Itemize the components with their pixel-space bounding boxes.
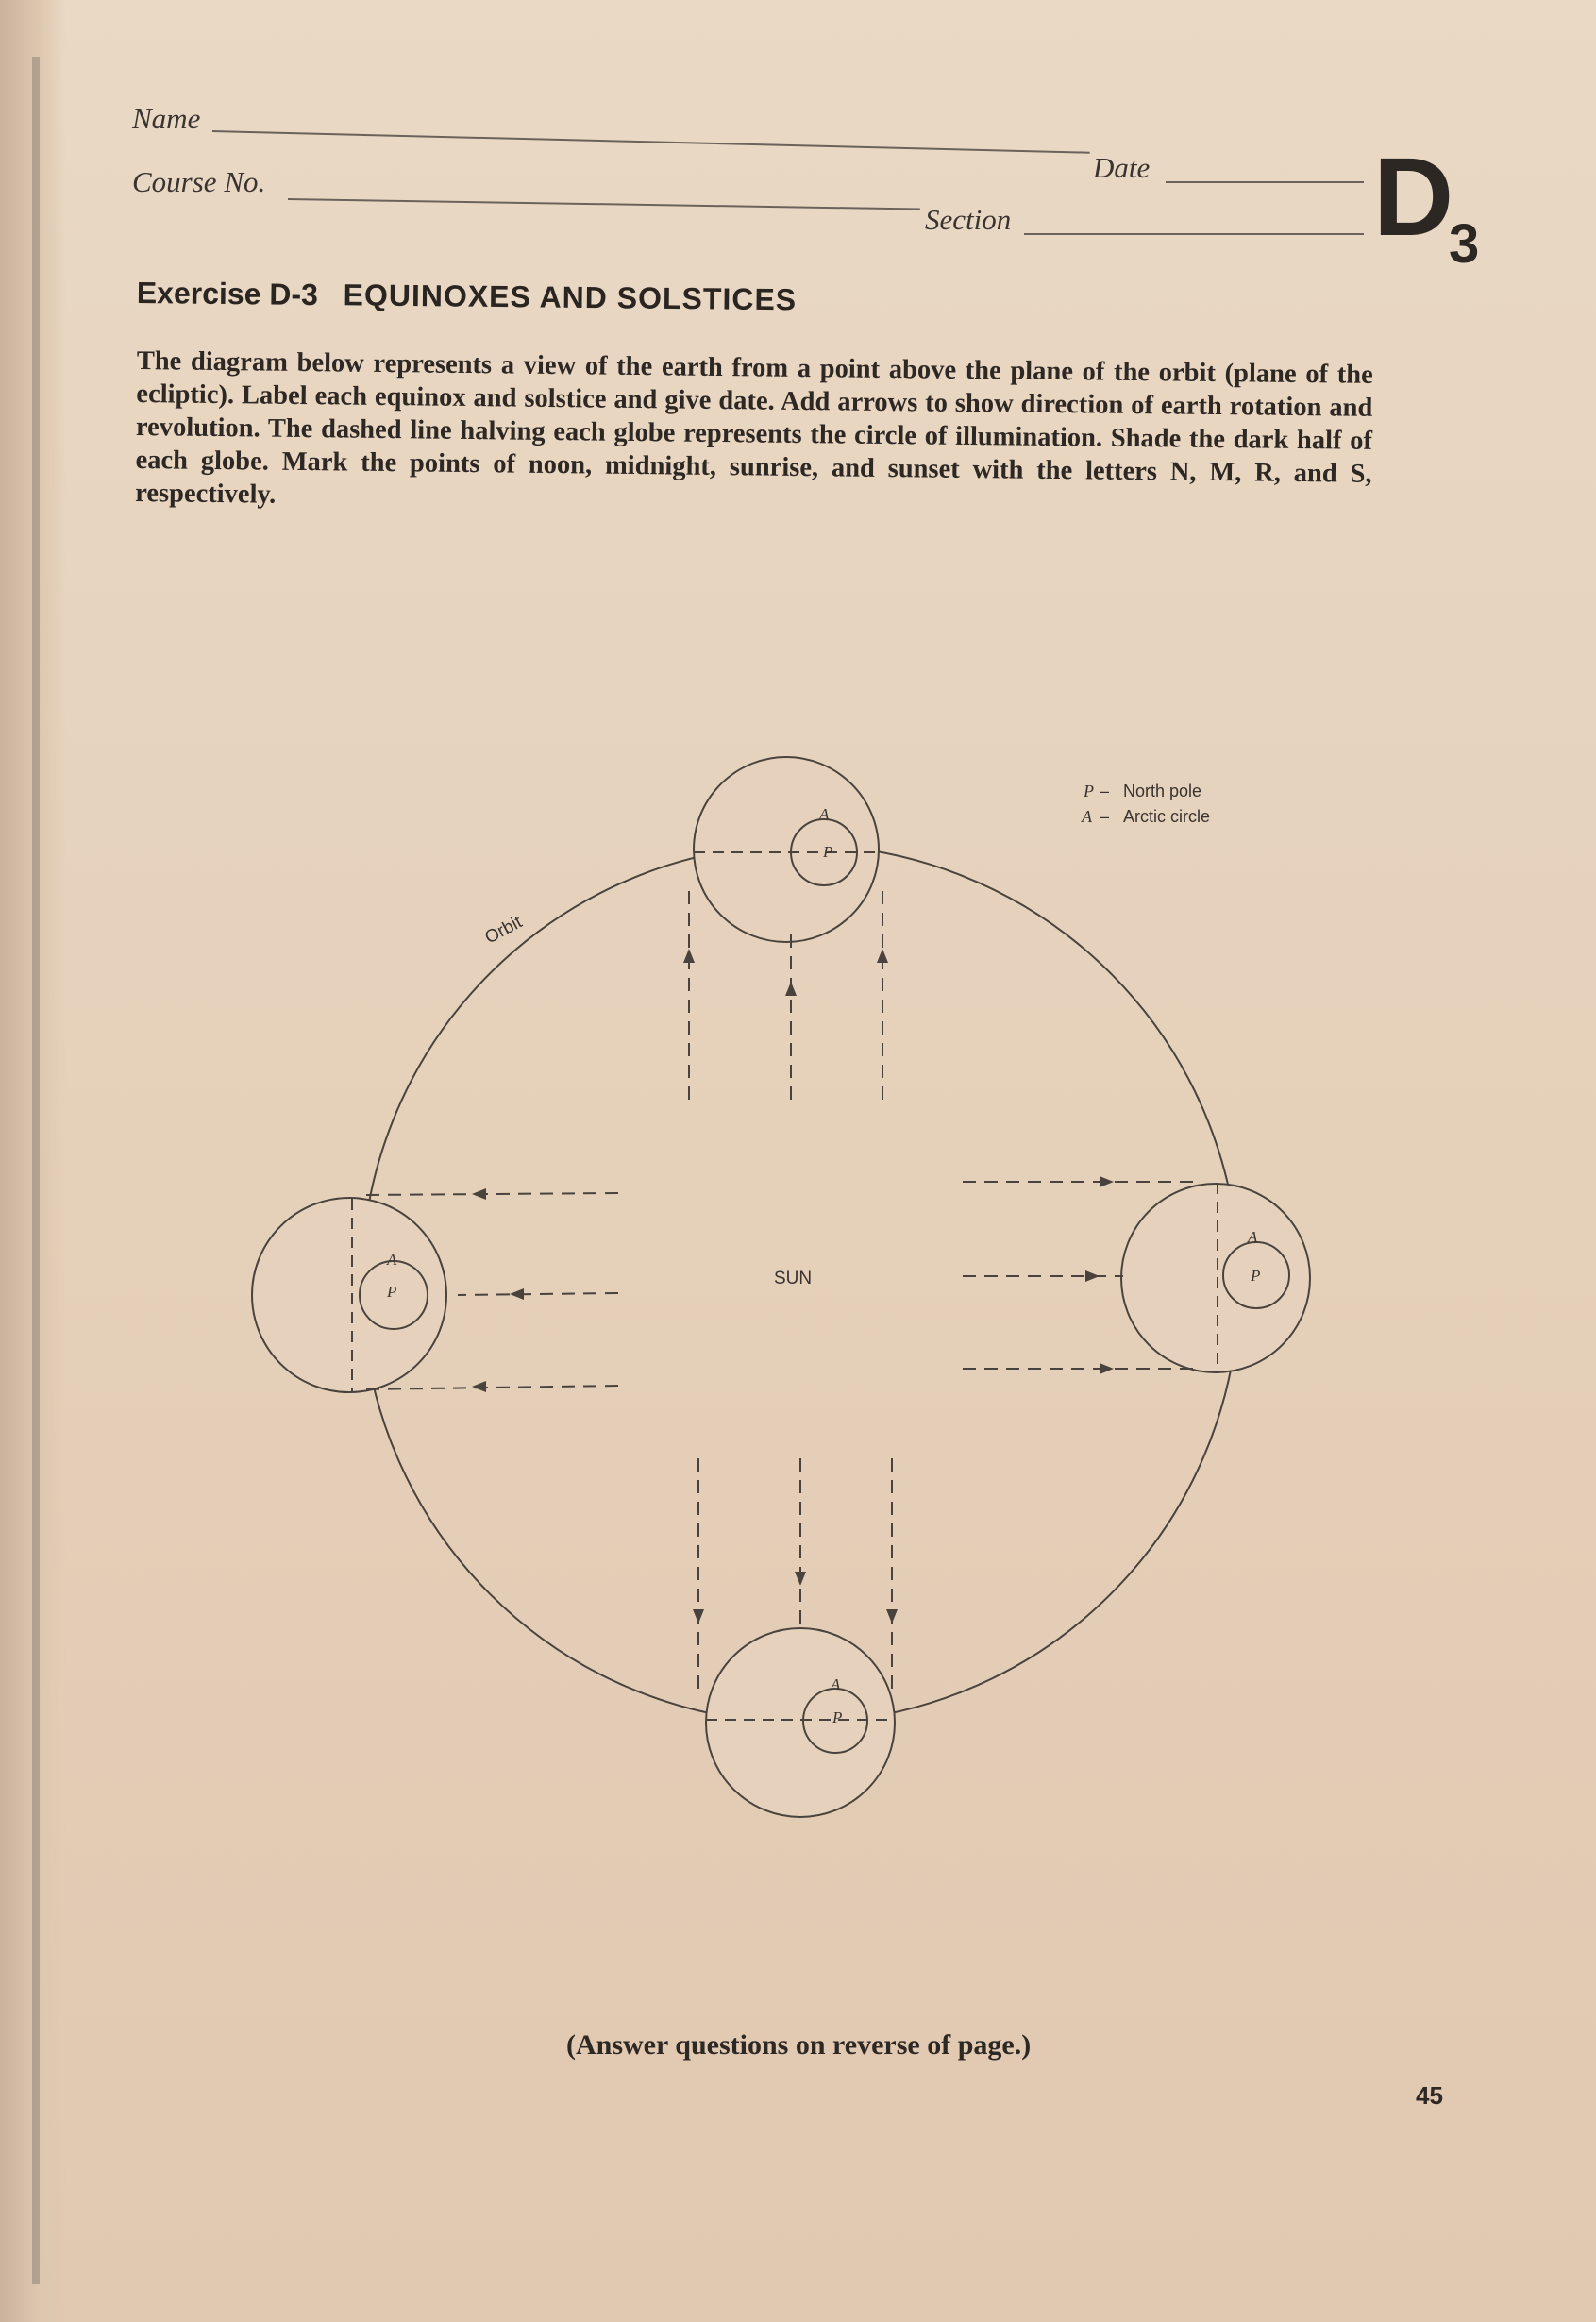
globe-bottom-arctic-letter: A [831, 1675, 841, 1693]
globe-top [694, 757, 879, 942]
globe-right [1121, 1183, 1310, 1373]
course-label: Course No. [132, 165, 266, 198]
orbit-label: Orbit [481, 912, 526, 949]
svg-text:–: – [1100, 807, 1110, 826]
globe-left-arctic-letter: A [387, 1251, 397, 1269]
footer-note: (Answer questions on reverse of page.) [566, 2029, 1032, 2061]
globe-left [252, 1198, 446, 1392]
globe-left-pole-letter: P [387, 1283, 397, 1301]
exercise-heading: EQUINOXES AND SOLSTICES [343, 278, 798, 317]
badge-number: 3 [1449, 213, 1480, 275]
globe-top-arctic-letter: A [819, 805, 830, 823]
sun-label: SUN [774, 1269, 813, 1288]
page-number: 45 [1416, 2081, 1443, 2110]
globe-bottom-pole-letter: P [832, 1708, 843, 1726]
legend-symbol-p: P [1084, 782, 1094, 800]
globe-right-pole-letter: P [1251, 1267, 1261, 1285]
section-label: Section [925, 203, 1012, 236]
name-label: Name [132, 102, 201, 135]
legend-meaning-a: Arctic circle [1123, 807, 1211, 826]
globe-bottom [706, 1628, 895, 1817]
globe-top-pole-letter: P [823, 843, 833, 861]
svg-text:–: – [1100, 782, 1110, 800]
date-label: Date [1093, 151, 1151, 184]
badge-letter: D [1373, 135, 1454, 260]
globe-right-arctic-letter: A [1248, 1228, 1258, 1246]
legend [1081, 782, 1210, 826]
exercise-number: Exercise D-3 [136, 276, 319, 312]
legend-symbol-a: A [1082, 807, 1092, 826]
legend-meaning-p: North pole [1123, 782, 1202, 800]
instructions-paragraph: The diagram below represents a view of the earth from a point above the plane of the orbit (plane of the ecliptic). Label each equinox and solstice and give date. Add arrows to show direction of earth rotation and revolution. The dashed line halving each globe represents the circle of illumination. Shade the dark half of each globe. Mark the points of noon, midnight, sunrise, and sunset with the letters N, M, R, and S, respectively. [135, 345, 1373, 510]
